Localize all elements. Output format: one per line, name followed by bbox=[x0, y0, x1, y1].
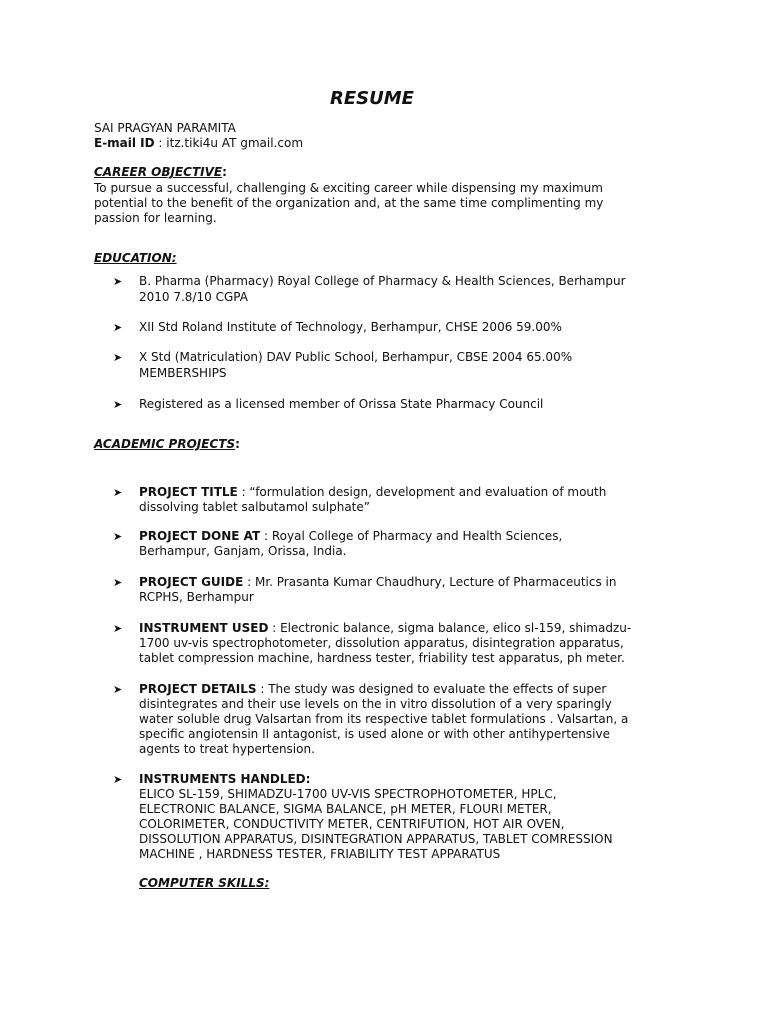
career-line: To pursue a successful, challenging & exciting career while dispensing my maximum bbox=[94, 181, 603, 195]
project-item-line bbox=[139, 575, 617, 589]
arrow-bullet-icon: ➤ bbox=[113, 275, 123, 288]
project-item-line bbox=[139, 682, 606, 696]
project-item-line bbox=[139, 485, 606, 499]
project-item-label: PROJECT TITLE bbox=[139, 485, 238, 499]
project-item-line: specific angiotensin II antagonist, is used alone or with other antihypertensive bbox=[139, 727, 610, 741]
project-item-line bbox=[139, 621, 631, 635]
education-item-line: MEMBERSHIPS bbox=[139, 366, 227, 380]
career-heading-text: CAREER OBJECTIVE bbox=[94, 165, 223, 179]
project-item-label: PROJECT DONE AT bbox=[139, 529, 261, 543]
project-item-text: : The study was designed to evaluate the effects of super bbox=[256, 682, 607, 696]
career-line: passion for learning. bbox=[94, 211, 217, 225]
education-item-line: XII Std Roland Institute of Technology, Berhampur, CHSE 2006 59.00% bbox=[139, 320, 562, 334]
project-item-line: DISSOLUTION APPARATUS, DISINTEGRATION APPARATUS, TABLET COMRESSION bbox=[139, 832, 613, 846]
education-item-line: Registered as a licensed member of Orissa State Pharmacy Council bbox=[139, 397, 544, 411]
project-item-line: ELECTRONIC BALANCE, SIGMA BALANCE, pH METER, FLOURI METER, bbox=[139, 802, 552, 816]
arrow-bullet-icon: ➤ bbox=[113, 486, 123, 499]
project-item-line bbox=[139, 529, 562, 543]
project-item-line: RCPHS, Berhampur bbox=[139, 590, 254, 604]
project-item-text: : Royal College of Pharmacy and Health Sciences, bbox=[260, 529, 563, 543]
project-item-text: : Mr. Prasanta Kumar Chaudhury, Lecture of Pharmaceutics in bbox=[243, 575, 617, 589]
project-item-line: ELICO SL-159, SHIMADZU-1700 UV-VIS SPECTROPHOTOMETER, HPLC, bbox=[139, 787, 557, 801]
email-value: : itz.tiki4u AT gmail.com bbox=[154, 136, 304, 150]
project-item-text: : Electronic balance, sigma balance, elico sl-159, shimadzu- bbox=[268, 621, 632, 635]
email-label: E-mail ID bbox=[94, 136, 155, 150]
project-item-label: PROJECT GUIDE bbox=[139, 575, 244, 589]
arrow-bullet-icon: ➤ bbox=[113, 398, 123, 411]
project-item-line: disintegrates and their use levels on the in vitro dissolution of a very sparingly bbox=[139, 697, 612, 711]
arrow-bullet-icon: ➤ bbox=[113, 683, 123, 696]
career-heading bbox=[94, 165, 227, 179]
project-item-line bbox=[139, 772, 310, 786]
arrow-bullet-icon: ➤ bbox=[113, 351, 123, 364]
projects-heading-text: ACADEMIC PROJECTS bbox=[94, 437, 236, 451]
project-item-line: dissolving tablet salbutamol sulphate” bbox=[139, 500, 370, 514]
arrow-bullet-icon: ➤ bbox=[113, 622, 123, 635]
project-item-line: 1700 uv-vis spectrophotometer, dissolution apparatus, disintegration apparatus, bbox=[139, 636, 624, 650]
education-heading-text: EDUCATION: bbox=[94, 251, 177, 265]
career-line: potential to the benefit of the organization and, at the same time complimenting my bbox=[94, 196, 604, 210]
project-item-line: COLORIMETER, CONDUCTIVITY METER, CENTRIFUTION, HOT AIR OVEN, bbox=[139, 817, 565, 831]
project-item-line: Berhampur, Ganjam, Orissa, India. bbox=[139, 544, 347, 558]
arrow-bullet-icon: ➤ bbox=[113, 576, 123, 589]
page-title: RESUME bbox=[330, 88, 414, 109]
computer-skills-heading bbox=[139, 876, 269, 890]
project-item-line: water soluble drug Valsartan from its respective tablet formulations . Valsartan, a bbox=[139, 712, 629, 726]
education-heading bbox=[94, 251, 177, 265]
email-line bbox=[94, 136, 303, 150]
project-item-line: tablet compression machine, hardness tester, friability test apparatus, ph meter. bbox=[139, 651, 625, 665]
arrow-bullet-icon: ➤ bbox=[113, 530, 123, 543]
education-item-line: X Std (Matriculation) DAV Public School, Berhampur, CBSE 2004 65.00% bbox=[139, 350, 573, 364]
project-item-label: PROJECT DETAILS bbox=[139, 682, 257, 696]
project-item-label: INSTRUMENTS HANDLED: bbox=[139, 772, 311, 786]
project-item-label: INSTRUMENT USED bbox=[139, 621, 269, 635]
career-heading-colon: : bbox=[222, 165, 227, 179]
project-item-line: agents to treat hypertension. bbox=[139, 742, 315, 756]
project-item-text: : “formulation design, development and evaluation of mouth bbox=[237, 485, 607, 499]
education-item-line: 2010 7.8/10 CGPA bbox=[139, 290, 248, 304]
arrow-bullet-icon: ➤ bbox=[113, 773, 123, 786]
projects-heading bbox=[94, 437, 240, 451]
projects-heading-colon: : bbox=[235, 437, 240, 451]
arrow-bullet-icon: ➤ bbox=[113, 321, 123, 334]
education-item-line: B. Pharma (Pharmacy) Royal College of Pharmacy & Health Sciences, Berhampur bbox=[139, 274, 626, 288]
project-item-line: MACHINE , HARDNESS TESTER, FRIABILITY TEST APPARATUS bbox=[139, 847, 501, 861]
computer-skills-heading-text: COMPUTER SKILLS: bbox=[139, 876, 270, 890]
candidate-name: SAI PRAGYAN PARAMITA bbox=[94, 121, 236, 135]
